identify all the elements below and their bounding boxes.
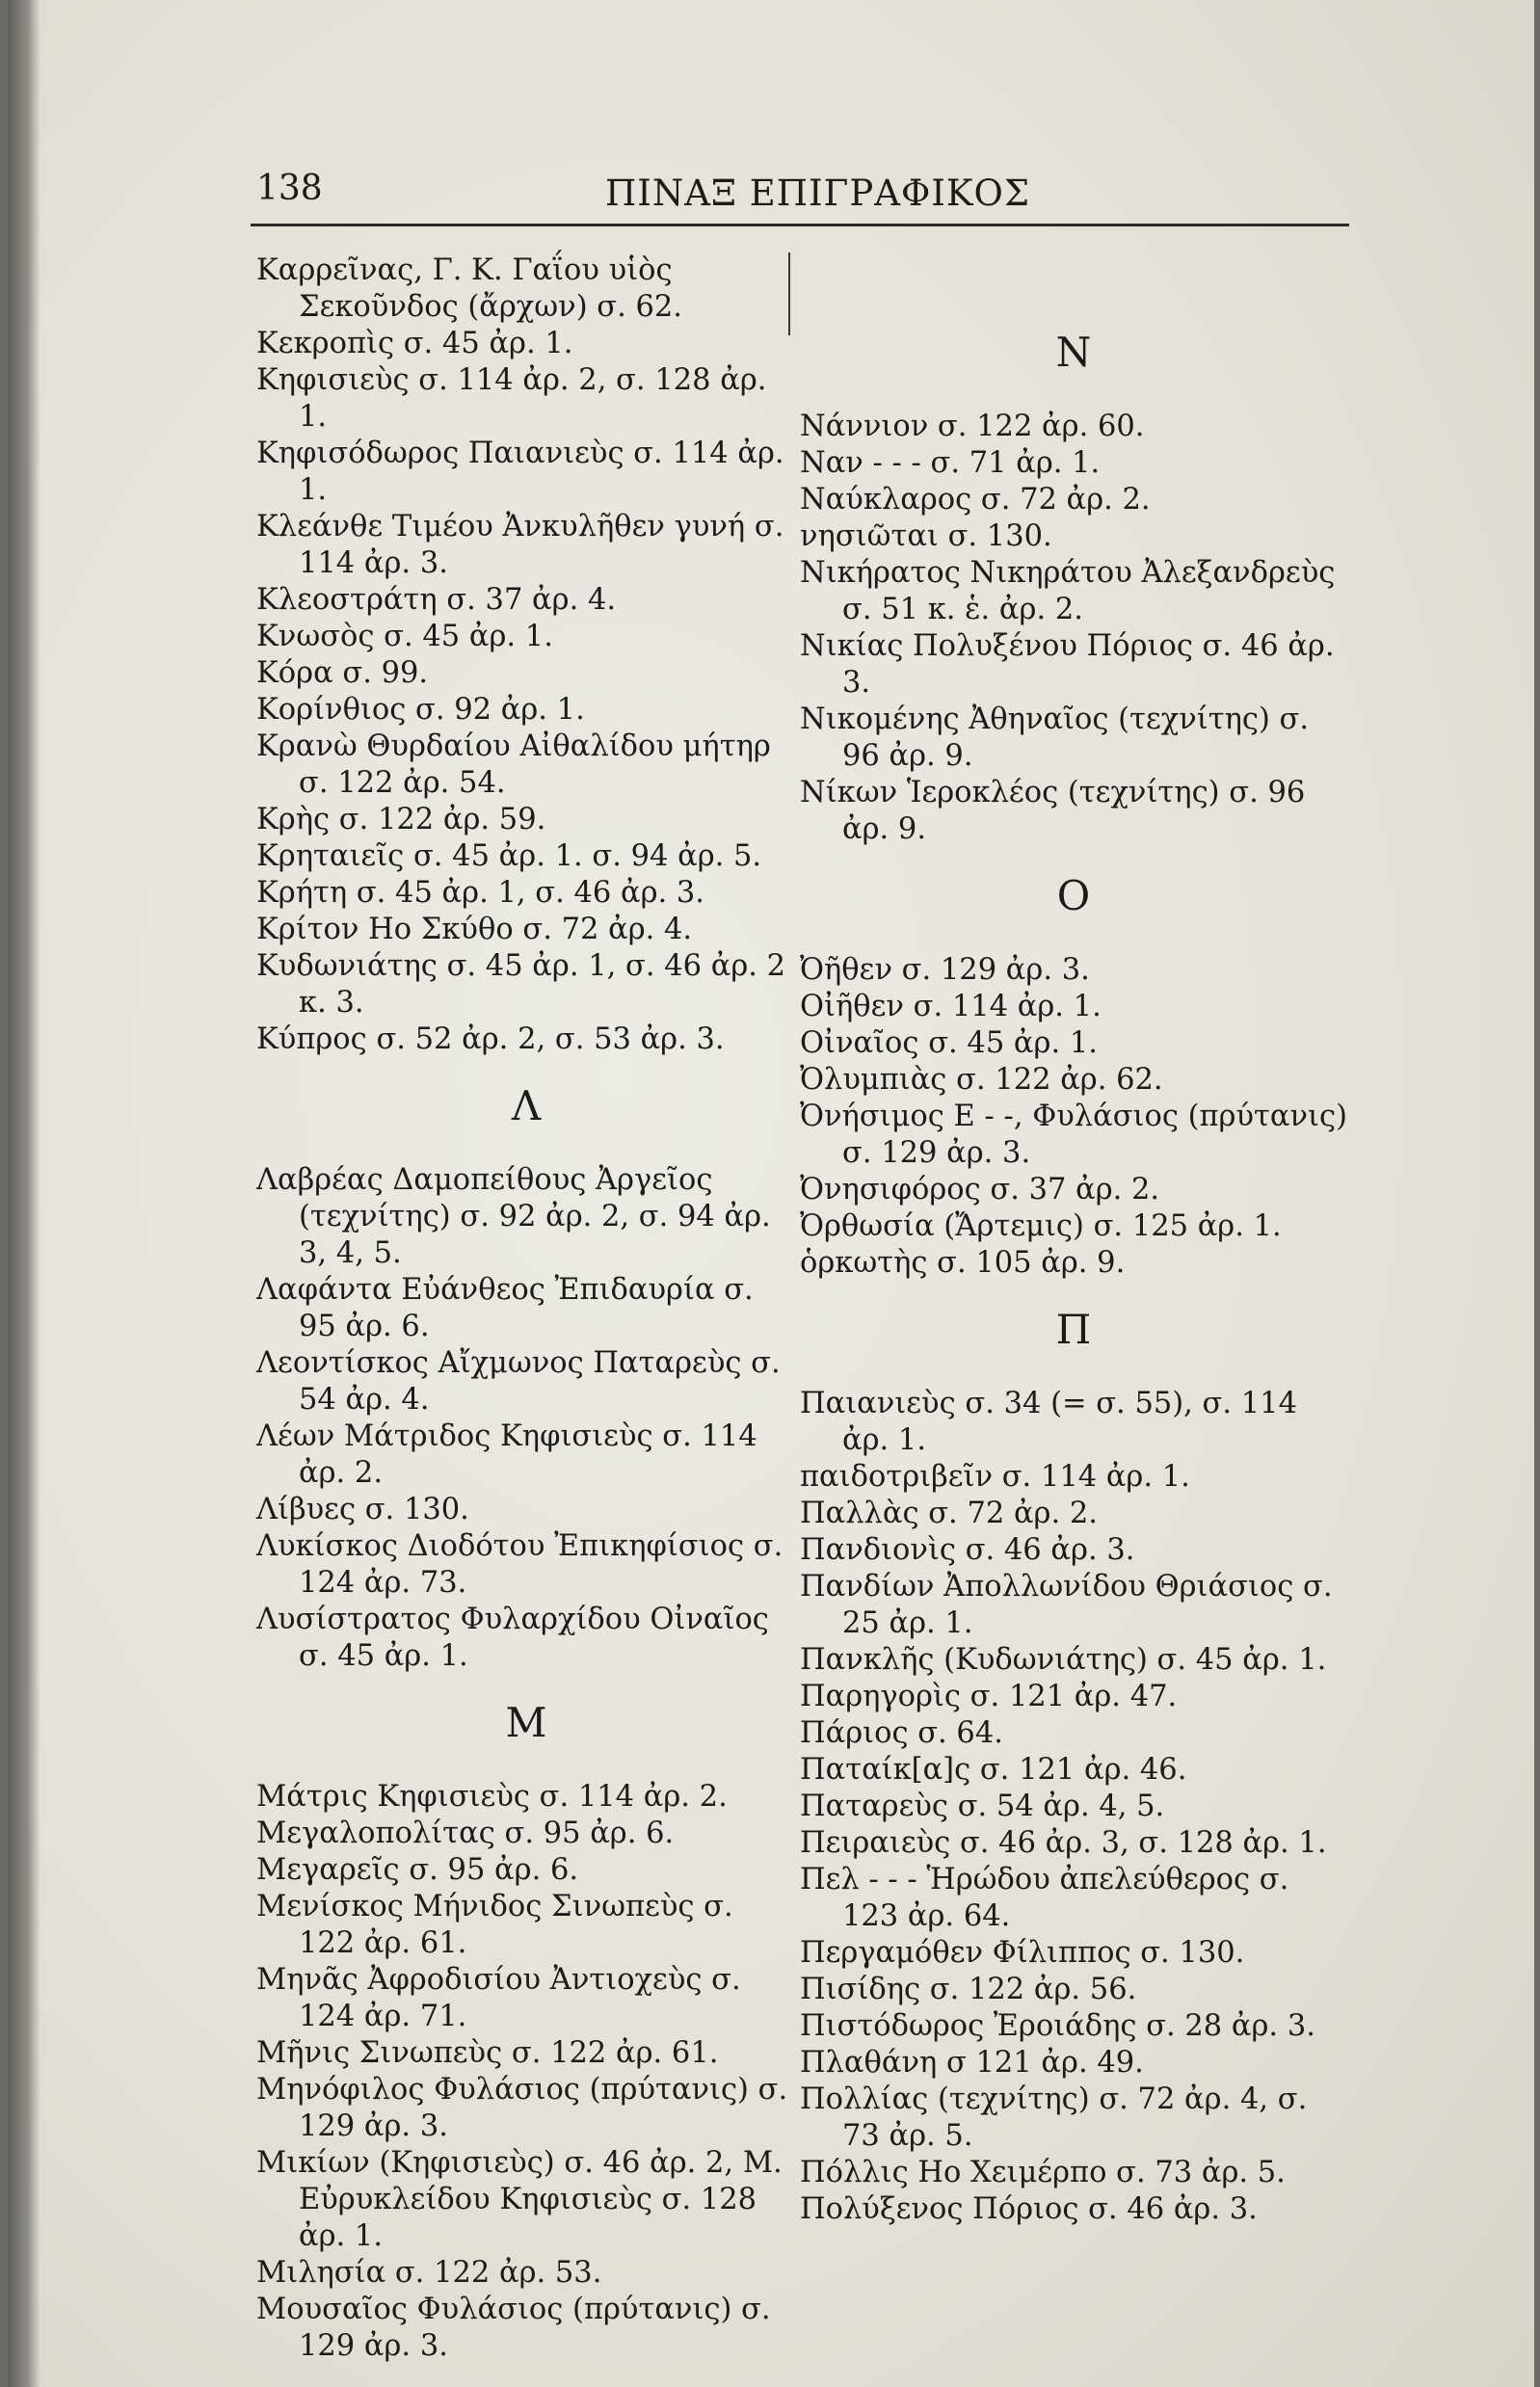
index-entry: Λαφάντα Εὐάνθεος Ἐπιδαυρία σ. 95 ἀρ. 6. <box>256 1273 754 1343</box>
index-entry: Κρανὼ Θυρδαίου Αἰθαλίδου μήτηρ σ. 122 ἀρ. 54. <box>256 729 771 800</box>
section-letter: Ο <box>1056 872 1091 919</box>
index-entry: Μεγαρεῖς σ. 95 ἀρ. 6. <box>256 1853 579 1887</box>
index-entry: Πανδιονὶς σ. 46 ἀρ. 3. <box>800 1533 1135 1567</box>
index-entry: Μικίων (Κηφισιεὺς) σ. 46 ἀρ. 2, Μ. Εὐρυκλείδου Κηφισιεὺς σ. 128 ἀρ. 1. <box>256 2146 783 2253</box>
index-entry: Νίκων Ἱεροκλέος (τεχνίτης) σ. 96 ἀρ. 9. <box>800 776 1306 846</box>
index-entry: Ὀῆθεν σ. 129 ἀρ. 3. <box>800 953 1090 987</box>
page-number: 138 <box>256 169 323 208</box>
index-entry: Μηνόφιλος Φυλάσιος (πρύτανις) σ. 129 ἀρ. 3. <box>256 2073 788 2143</box>
index-entry: Κεκροπὶς σ. 45 ἀρ. 1. <box>256 327 573 360</box>
index-entry: Ὀρθωσία (Ἄρτεμις) σ. 125 ἀρ. 1. <box>800 1209 1282 1243</box>
index-entry: Ὀλυμπιὰς σ. 122 ἀρ. 62. <box>800 1063 1163 1097</box>
index-entry: Μεγαλοπολίτας σ. 95 ἀρ. 6. <box>256 1817 675 1850</box>
section-letter: Π <box>1055 1306 1092 1353</box>
index-entry: Λυκίσκος Διοδότου Ἐπικηφίσιος σ. 124 ἀρ. 73. <box>256 1529 783 1600</box>
index-entry: Μάτρις Κηφισιεὺς σ. 114 ἀρ. 2. <box>256 1780 728 1814</box>
index-entry: Πισίδης σ. 122 ἀρ. 56. <box>800 1973 1137 2006</box>
index-entry: Παρηγορὶς σ. 121 ἀρ. 47. <box>800 1680 1178 1713</box>
index-entry: Κόρα σ. 99. <box>256 656 429 690</box>
index-entry: Πλαθάνη σ 121 ἀρ. 49. <box>800 2046 1144 2080</box>
index-entry: Καρρεῖνας, Γ. Κ. Γαΐου υἱὸς Σεκοῦνδος (ἄρχων) σ. 62. <box>256 253 683 324</box>
index-entry: Κορίνθιος σ. 92 ἀρ. 1. <box>256 693 585 727</box>
index-entry: Πελ - - - Ἡρώδου ἀπελεύθερος σ. 123 ἀρ. 64. <box>800 1863 1289 1933</box>
index-entry: Κλεάνθε Τιμέου Ἀνκυλῆθεν γυνή σ. 114 ἀρ. 3. <box>256 510 784 580</box>
index-entry: Μηνᾶς Ἀφροδισίου Ἀντιοχεὺς σ. 124 ἀρ. 71. <box>256 1963 741 2033</box>
section-letter: Ν <box>1055 329 1092 376</box>
running-title: ΠΙΝΑΞ ΕΠΙΓΡΑΦΙΚΟΣ <box>605 172 1031 214</box>
header-rule <box>251 224 1349 226</box>
book-page <box>8 0 1534 2387</box>
index-entry: Μουσαῖος Φυλάσιος (πρύτανις) σ. 129 ἀρ. 3. <box>256 2293 771 2363</box>
index-entry: Νάννιον σ. 122 ἀρ. 60. <box>800 410 1145 443</box>
index-entry: Πανκλῆς (Κυδωνιάτης) σ. 45 ἀρ. 1. <box>800 1643 1327 1677</box>
index-entry: Νικομένης Ἀθηναῖος (τεχνίτης) σ. 96 ἀρ. 9. <box>800 703 1310 773</box>
index-entry: Παταίκ[α]ς σ. 121 ἀρ. 46. <box>800 1753 1187 1787</box>
index-entry: Κρίτον Ηο Σκύθο σ. 72 ἀρ. 4. <box>256 913 693 946</box>
index-entry: Παιανιεὺς σ. 34 (= σ. 55), σ. 114 ἀρ. 1. <box>800 1387 1297 1457</box>
page-header <box>8 159 1534 226</box>
index-entry: Λίβυες σ. 130. <box>256 1493 469 1526</box>
left-column <box>256 252 796 2365</box>
index-entry: ὁρκωτὴς σ. 105 ἀρ. 9. <box>800 1246 1126 1280</box>
index-entry: Ὀνησιφόρος σ. 37 ἀρ. 2. <box>800 1173 1160 1207</box>
index-entry: Πολλίας (τεχνίτης) σ. 72 ἀρ. 4, σ. 73 ἀρ. 5. <box>800 2082 1308 2153</box>
section-letter: Μ <box>505 1699 547 1746</box>
index-entry: Ὀνήσιμος Ε - -, Φυλάσιος (πρύτανις) σ. 129 ἀρ. 3. <box>800 1100 1347 1170</box>
index-entry: Πιστόδωρος Ἐροιάδης σ. 28 ἀρ. 3. <box>800 2009 1315 2043</box>
index-entry: Μιλησία σ. 122 ἀρ. 53. <box>256 2256 602 2290</box>
index-entry: Ναν - - - σ. 71 ἀρ. 1. <box>800 446 1101 480</box>
index-entry: Πόλλις Ηο Χειμέρπο σ. 73 ἀρ. 5. <box>800 2156 1286 2189</box>
index-entry: Μενίσκος Μήνιδος Σινωπεὺς σ. 122 ἀρ. 61. <box>256 1890 733 1960</box>
index-entry: Λεοντίσκος Αἴχμωνος Παταρεὺς σ. 54 ἀρ. 4. <box>256 1346 781 1417</box>
index-entry: Νικήρατος Νικηράτου Ἀλεξανδρεὺς σ. 51 κ. ἑ. ἀρ. 2. <box>800 556 1336 626</box>
index-entry: Παλλὰς σ. 72 ἀρ. 2. <box>800 1497 1098 1530</box>
index-entry: Κηφισιεὺς σ. 114 ἀρ. 2, σ. 128 ἀρ. 1. <box>256 363 767 434</box>
index-entry: νησιῶται σ. 130. <box>800 519 1052 553</box>
index-entry: Κρὴς σ. 122 ἀρ. 59. <box>256 803 546 836</box>
index-entry: Κνωσὸς σ. 45 ἀρ. 1. <box>256 620 553 653</box>
index-entry: Οἰῆθεν σ. 114 ἀρ. 1. <box>800 990 1102 1023</box>
index-entry: Οἰναῖος σ. 45 ἀρ. 1. <box>800 1026 1098 1060</box>
index-entry: Κυδωνιάτης σ. 45 ἀρ. 1, σ. 46 ἀρ. 2 κ. 3. <box>256 949 786 1020</box>
index-entry: Πανδίων Ἀπολλωνίδου Θριάσιος σ. 25 ἀρ. 1. <box>800 1570 1333 1640</box>
index-entry: Μῆνις Σινωπεὺς σ. 122 ἀρ. 61. <box>256 2036 719 2070</box>
index-entry: Λέων Μάτριδος Κηφισιεὺς σ. 114 ἀρ. 2. <box>256 1419 757 1490</box>
index-entry: Λυσίστρατος Φυλαρχίδου Οἰναῖος σ. 45 ἀρ. 1. <box>256 1603 769 1673</box>
index-entry: Πειραιεὺς σ. 46 ἀρ. 3, σ. 128 ἀρ. 1. <box>800 1826 1327 1860</box>
index-entry: Κλεοστράτη σ. 37 ἀρ. 4. <box>256 583 617 617</box>
index-entry: Κύπρος σ. 52 ἀρ. 2, σ. 53 ἀρ. 3. <box>256 1022 725 1056</box>
right-column <box>800 252 1347 2228</box>
index-entry: Περγαμόθεν Φίλιππος σ. 130. <box>800 1936 1245 1970</box>
index-entry: Πάριος σ. 64. <box>800 1716 1003 1750</box>
index-entry: παιδοτριβεῖν σ. 114 ἀρ. 1. <box>800 1460 1190 1494</box>
index-entry: Κρήτη σ. 45 ἀρ. 1, σ. 46 ἀρ. 3. <box>256 876 704 910</box>
index-entry: Κηφισόδωρος Παιανιεὺς σ. 114 ἀρ. 1. <box>256 437 784 507</box>
index-entry: Λαβρέας Δαμοπείθους Ἀργεῖος (τεχνίτης) σ. 92 ἀρ. 2, σ. 94 ἀρ. 3, 4, 5. <box>256 1163 771 1270</box>
index-entry: Κρηταιεῖς σ. 45 ἀρ. 1. σ. 94 ἀρ. 5. <box>256 839 762 873</box>
index-entry: Πολύξενος Πόριος σ. 46 ἀρ. 3. <box>800 2192 1258 2226</box>
index-entry: Ναύκλαρος σ. 72 ἀρ. 2. <box>800 483 1151 517</box>
index-entry: Παταρεὺς σ. 54 ἀρ. 4, 5. <box>800 1790 1165 1823</box>
page-gutter-shadow <box>8 0 40 2387</box>
index-entry: Νικίας Πολυξένου Πόριος σ. 46 ἀρ. 3. <box>800 629 1335 700</box>
section-letter: Λ <box>511 1082 542 1129</box>
